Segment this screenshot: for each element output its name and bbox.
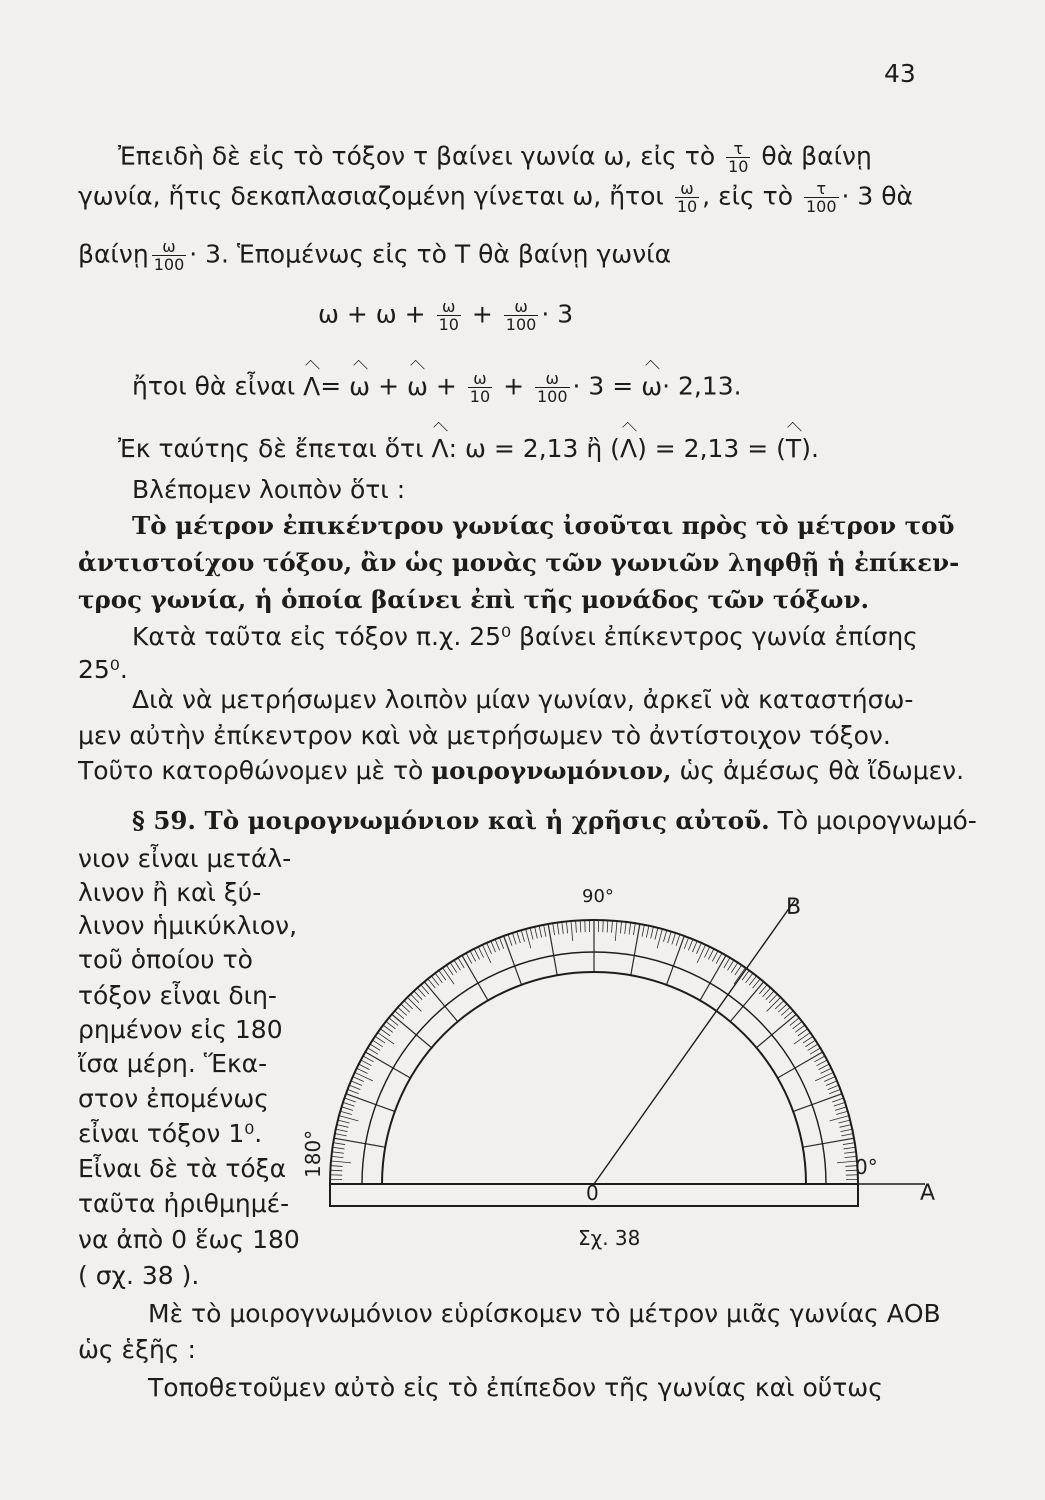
- angle-omega: ω: [641, 371, 663, 401]
- scale-tick: [826, 1081, 837, 1086]
- text-segment: · 3: [541, 299, 574, 329]
- text-segment: γωνία, ἥτις δεκαπλασιαζομένη γίνεται ω, ἤτοι: [78, 181, 664, 211]
- scale-tick: [580, 920, 581, 932]
- scale-tick: [684, 938, 688, 949]
- text-segment: · 3 θὰ: [841, 181, 914, 211]
- scale-tick: [470, 951, 476, 962]
- scale-tick: [808, 1044, 818, 1050]
- scale-tick: [843, 1143, 855, 1145]
- scale-tick: [361, 1060, 372, 1066]
- scale-tick: [499, 938, 503, 949]
- scale-tick: [798, 1029, 808, 1036]
- scale-tick: [431, 976, 438, 985]
- angle-lambda: Λ: [619, 434, 638, 463]
- scale-tick: [724, 958, 730, 968]
- protractor-figure: [300, 870, 990, 1260]
- scale-tick: [337, 1125, 349, 1128]
- scale-tick: [333, 1147, 345, 1149]
- wrap-line: εἶναι τόξον 1⁰.: [78, 1119, 263, 1148]
- scale-tick: [491, 941, 496, 952]
- scale-tick: [342, 1107, 353, 1111]
- scale-tick: [844, 1147, 856, 1149]
- fraction-w-over-10: $\frac{\omega}{10}$: [676, 179, 698, 216]
- wrap-line: ταῦτα ἠριθμημέ-: [78, 1189, 290, 1218]
- wrap-line: λινον ἡμικύκλιον,: [78, 911, 298, 940]
- angle-tau: Τ: [785, 434, 802, 463]
- bold-term: μοιρογνωμόνιον,: [431, 756, 672, 785]
- wrap-line: ( σχ. 38 ).: [78, 1261, 200, 1290]
- scale-tick: [332, 1152, 344, 1153]
- angle-lambda: Λ: [303, 371, 321, 401]
- scale-tick: [700, 955, 726, 1000]
- text-segment: ὡς ἀμέσως θὰ ἴδωμεν.: [679, 756, 965, 785]
- scale-tick: [728, 960, 734, 970]
- scale-tick: [349, 1085, 360, 1089]
- scale-tick: [815, 1072, 833, 1080]
- text-segment: Ἐπειδὴ δὲ εἰς τὸ τόξον τ βαίνει γωνία ω, εἰς τὸ: [118, 141, 716, 171]
- angle-omega: ω: [349, 371, 371, 401]
- scale-tick: [625, 922, 626, 934]
- text-segment: = 2,13 ἢ (: [493, 434, 620, 463]
- scale-tick: [435, 973, 442, 983]
- wrap-line: ρημένον εἰς 180: [78, 1015, 283, 1044]
- scale-tick: [380, 1029, 390, 1036]
- scale-tick: [642, 925, 644, 937]
- text-segment: =: [320, 371, 342, 401]
- protractor-scale-ticks: [330, 920, 858, 1184]
- scale-tick: [824, 1077, 835, 1082]
- scale-tick: [837, 1161, 857, 1163]
- scale-tick: [535, 927, 538, 939]
- theorem-line-3: τρος γωνία, ἡ ὁποία βαίνει ἐπὶ τῆς μονάδος τῶν τόξων.: [78, 585, 870, 614]
- scale-tick: [712, 951, 718, 962]
- scale-tick: [571, 921, 573, 941]
- scale-tick: [749, 976, 756, 985]
- text-segment: ἤτοι θὰ εἶναι: [132, 371, 296, 401]
- fraction-t-over-100: $\frac{\tau}{100}$: [805, 179, 837, 216]
- equation-2: [132, 370, 742, 405]
- scale-tick: [539, 926, 541, 938]
- page-number: 43: [884, 59, 916, 88]
- scale-tick: [365, 1052, 410, 1078]
- label-point-A: Α: [920, 1181, 936, 1206]
- scale-tick: [526, 929, 531, 948]
- scale-tick: [704, 947, 709, 958]
- scale-tick: [735, 965, 742, 975]
- scale-tick: [530, 928, 533, 940]
- scale-tick: [835, 1107, 846, 1111]
- scale-tick: [487, 943, 492, 954]
- scale-tick: [631, 924, 640, 975]
- scale-tick: [633, 923, 635, 935]
- scale-tick: [512, 933, 516, 944]
- text-line-2: [78, 180, 913, 215]
- scale-tick: [424, 982, 457, 1022]
- scale-tick: [508, 934, 512, 945]
- scale-tick: [344, 1098, 355, 1102]
- scale-tick: [544, 925, 546, 937]
- scale-tick: [620, 921, 621, 933]
- scale-tick: [819, 1064, 830, 1069]
- scale-tick: [454, 960, 460, 970]
- text-segment: θὰ βαίνῃ: [761, 141, 872, 171]
- angle-lambda: Λ: [431, 434, 449, 463]
- scale-tick: [375, 1036, 385, 1043]
- scale-tick: [651, 927, 654, 939]
- scale-tick: [504, 936, 522, 985]
- text-segment: · 3 =: [572, 371, 634, 401]
- scale-tick: [746, 973, 753, 983]
- scale-tick: [803, 1138, 854, 1147]
- scale-tick: [446, 965, 453, 975]
- fraction-w-over-10: $\frac{\omega}{10}$: [469, 369, 491, 406]
- scale-tick: [828, 1085, 839, 1089]
- scale-tick: [697, 945, 705, 963]
- text-line-3: [78, 238, 671, 273]
- scale-tick: [672, 933, 676, 944]
- theorem-line-2: ἀντιστοίχου τόξου, ἂν ὡς μονὰς τῶν γωνιῶν ληφθῇ ἡ ἐπίκεν-: [78, 548, 960, 577]
- scale-tick: [368, 1048, 378, 1054]
- scale-tick: [339, 1116, 358, 1121]
- protractor-inner-arc: [382, 972, 806, 1184]
- scale-tick: [708, 949, 713, 960]
- text-line: Τοποθετοῦμεν αὐτὸ εἰς τὸ ἐπίπεδον τῆς γωνίας καὶ οὕτως: [148, 1373, 883, 1402]
- text-segment: ).: [801, 434, 819, 463]
- scale-tick: [333, 1143, 345, 1145]
- scale-tick: [338, 1120, 350, 1123]
- equation-1: [318, 298, 573, 333]
- text-segment: βαίνῃ: [78, 239, 149, 269]
- scale-tick: [657, 929, 662, 948]
- scale-tick: [353, 1077, 364, 1082]
- wrap-line: Εἶναι δὲ τὰ τόξα: [78, 1154, 287, 1183]
- scale-tick: [615, 921, 617, 941]
- scale-tick: [844, 1152, 856, 1153]
- text-segment: +: [435, 371, 457, 401]
- scale-tick: [629, 923, 631, 935]
- scale-tick: [383, 1025, 393, 1032]
- scale-tick: [607, 920, 608, 932]
- text-segment: ω + ω +: [318, 299, 426, 329]
- scale-tick: [355, 1072, 373, 1080]
- scale-tick: [462, 955, 488, 1000]
- scale-tick: [767, 997, 781, 1011]
- scale-tick: [466, 953, 472, 963]
- text-line: ὡς ἑξῆς :: [78, 1335, 196, 1364]
- text-segment: , εἰς τὸ: [702, 181, 794, 211]
- scale-tick: [359, 1064, 370, 1069]
- scale-tick: [458, 958, 464, 968]
- scale-tick: [834, 1102, 845, 1106]
- figure-caption: Σχ. 38: [578, 1226, 641, 1250]
- scale-tick: [348, 1089, 359, 1093]
- wrap-line: τόξον εἶναι διη-: [78, 981, 277, 1010]
- text-line: Βλέπομεν λοιπὸν ὅτι :: [132, 475, 406, 504]
- scale-tick: [557, 923, 559, 935]
- ray-OB: [594, 900, 795, 1184]
- text-segment: +: [471, 299, 493, 329]
- scale-tick: [482, 945, 490, 963]
- scale-tick: [795, 1025, 805, 1032]
- scale-tick: [836, 1111, 848, 1114]
- text-segment: ) = 2,13 = (: [637, 434, 786, 463]
- scale-tick: [336, 1129, 348, 1131]
- scale-tick: [805, 1040, 815, 1047]
- scale-tick: [820, 1068, 831, 1073]
- scale-tick: [392, 1014, 432, 1047]
- text-segment: Τὸ μοιρογνωμό-: [777, 806, 977, 835]
- scale-tick: [841, 1134, 853, 1136]
- label-0-degrees: 0°: [855, 1155, 878, 1179]
- scale-tick: [351, 1081, 362, 1086]
- scale-tick: [663, 930, 666, 942]
- equation-3: [118, 433, 819, 465]
- scale-tick: [778, 1052, 823, 1078]
- text-segment: Ἐκ ταύτης δὲ ἔπεται ὅτι: [118, 434, 424, 463]
- scale-tick: [474, 949, 479, 960]
- text-segment: · 2,13.: [662, 371, 742, 401]
- scale-tick: [407, 997, 421, 1011]
- angle-omega: ω: [406, 371, 428, 401]
- text-line: Κατὰ ταῦτα εἰς τόξον π.χ. 25⁰ βαίνει ἐπίκεντρος γωνία ἐπίσης: [132, 622, 918, 651]
- scale-tick: [829, 1089, 840, 1093]
- wrap-line: να ἀπὸ 0 ἕως 180: [78, 1225, 300, 1254]
- scale-tick: [668, 932, 672, 943]
- section-heading-line: [132, 805, 977, 837]
- scale-tick: [443, 968, 454, 984]
- scale-tick: [346, 1094, 395, 1112]
- text-segment: +: [503, 371, 525, 401]
- protractor-scale-arc: [362, 952, 826, 1184]
- scale-tick: [357, 1068, 368, 1073]
- theorem-line-1: Τὸ μέτρον ἐπικέντρου γωνίας ἰσοῦται πρὸς τὸ μέτρον τοῦ: [132, 511, 955, 540]
- scale-tick: [478, 947, 483, 958]
- scale-tick: [566, 921, 567, 933]
- scale-tick: [521, 930, 524, 942]
- scale-tick: [696, 943, 701, 954]
- text-line-1: [118, 140, 872, 175]
- fraction-w-over-10: $\frac{\omega}{10}$: [438, 297, 459, 334]
- scale-tick: [716, 953, 722, 963]
- scale-tick: [330, 1170, 342, 1171]
- scale-tick: [517, 932, 521, 943]
- text-segment: +: [378, 371, 400, 401]
- scale-tick: [793, 1094, 842, 1112]
- fraction-w-over-100: $\frac{\omega}{100}$: [505, 297, 537, 334]
- scale-tick: [495, 939, 499, 950]
- scale-tick: [363, 1056, 373, 1062]
- scale-tick: [676, 934, 680, 945]
- scale-tick: [832, 1098, 843, 1102]
- scale-tick: [576, 921, 577, 933]
- fraction-w-over-100: $\frac{\omega}{100}$: [153, 237, 185, 274]
- scale-tick: [548, 924, 557, 975]
- scale-tick: [756, 1014, 796, 1047]
- scale-tick: [553, 923, 555, 935]
- scale-tick: [731, 963, 738, 973]
- scale-tick: [343, 1102, 354, 1106]
- scale-tick: [810, 1048, 820, 1054]
- scale-tick: [331, 1156, 343, 1157]
- text-line: Μὲ τὸ μοιρογνωμόνιον εὑρίσκομεν τὸ μέτρον μιᾶς γωνίας ΑΟΒ: [148, 1299, 941, 1328]
- scale-tick: [655, 928, 658, 940]
- text-segment: ω: [465, 434, 486, 463]
- scale-tick: [794, 1033, 810, 1044]
- scale-tick: [692, 941, 697, 952]
- wrap-line: ἴσα μέρη. Ἕκα-: [78, 1049, 268, 1078]
- text-line: 25⁰.: [78, 655, 128, 684]
- text-segment: · 3. Ἑπομένως εἰς τὸ Τ θὰ βαίνῃ γωνία: [189, 239, 672, 269]
- text-line: [78, 755, 964, 787]
- wrap-line: τοῦ ὁποίου τὸ: [78, 945, 253, 974]
- scale-tick: [612, 921, 613, 933]
- scale-tick: [840, 1125, 852, 1128]
- scale-tick: [688, 939, 692, 950]
- label-point-B: Β: [786, 895, 802, 920]
- scale-tick: [335, 1134, 347, 1136]
- scale-tick: [840, 1129, 852, 1131]
- fraction-t-over-10: $\frac{\tau}{10}$: [728, 139, 749, 176]
- scale-tick: [839, 1120, 851, 1123]
- scale-tick: [742, 970, 749, 980]
- fraction-w-over-100: $\frac{\omega}{100}$: [536, 369, 568, 406]
- scale-tick: [646, 926, 648, 938]
- section-heading: § 59. Τὸ μοιρογνωμόνιον καὶ ἡ χρῆσις αὐτοῦ.: [132, 806, 770, 835]
- scale-tick: [331, 1161, 351, 1163]
- scale-tick: [378, 1033, 394, 1044]
- label-90-degrees: 90°: [582, 886, 614, 907]
- scale-tick: [667, 936, 685, 985]
- wrap-line: λινον ἢ καὶ ξύ-: [78, 878, 262, 907]
- scale-tick: [386, 1021, 395, 1028]
- scale-tick: [562, 922, 563, 934]
- scale-tick: [793, 1021, 802, 1028]
- label-point-O: 0: [586, 1181, 599, 1205]
- scale-tick: [730, 982, 763, 1022]
- wrap-line: νιον εἶναι μετάλ-: [78, 844, 292, 873]
- scale-tick: [734, 968, 745, 984]
- scale-tick: [450, 963, 457, 973]
- text-segment: :: [448, 434, 458, 463]
- text-line: μεν αὐτὴν ἐπίκεντρον καὶ νὰ μετρήσωμεν τὸ ἀντίστοιχον τόξον.: [78, 721, 891, 750]
- scale-tick: [340, 1111, 352, 1114]
- scale-tick: [334, 1138, 385, 1147]
- text-segment: Τοῦτο κατορθώνομεν μὲ τὸ: [78, 756, 424, 785]
- scale-tick: [331, 1166, 343, 1167]
- scale-tick: [830, 1116, 849, 1121]
- label-180-degrees: 180°: [301, 1129, 325, 1178]
- scale-tick: [814, 1056, 824, 1062]
- scale-tick: [803, 1036, 813, 1043]
- text-line: Διὰ νὰ μετρήσωμεν λοιπὸν μίαν γωνίαν, ἀρκεῖ νὰ καταστήσω-: [132, 685, 914, 714]
- scale-tick: [373, 1040, 383, 1047]
- wrap-line: στον ἐπομένως: [78, 1084, 269, 1113]
- scale-tick: [370, 1044, 380, 1050]
- scale-tick: [817, 1060, 828, 1066]
- scale-tick: [439, 970, 446, 980]
